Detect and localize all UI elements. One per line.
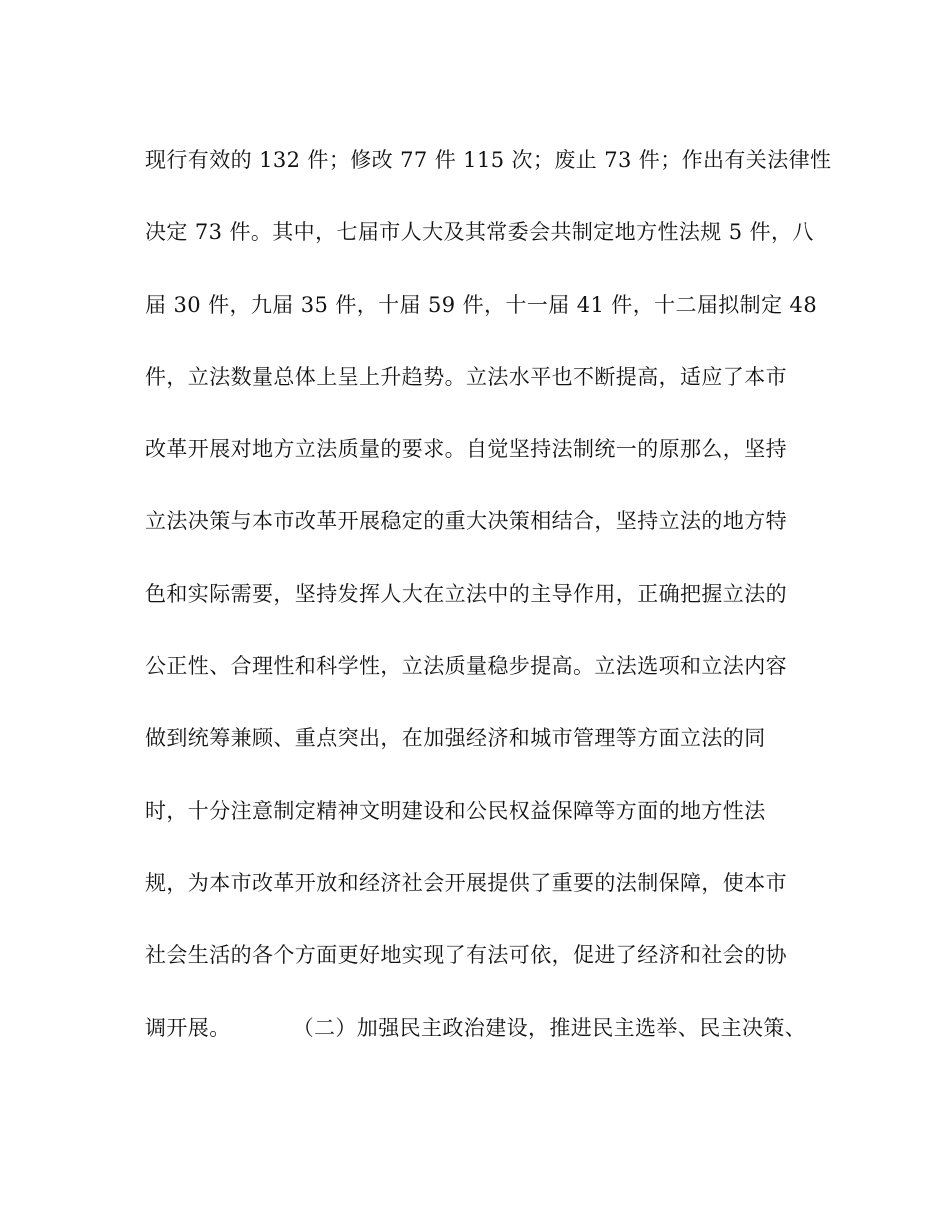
text-line: 改革开展对地方立法质量的要求。自觉坚持法制统一的原那么，坚持 <box>145 437 787 462</box>
text-line: 件，立法数量总体上呈上升趋势。立法水平也不断提高，适应了本市 <box>145 364 787 389</box>
text-line: 届 30 件，九届 35 件，十届 59 件，十一届 41 件，十二届拟制定 48 <box>145 292 818 317</box>
text-line: 社会生活的各个方面更好地实现了有法可依，促进了经济和社会的协 <box>145 943 787 968</box>
text-line: 决定 73 件。其中，七届市人大及其常委会共制定地方性法规 5 件，八 <box>145 220 814 245</box>
section-heading: （二）加强民主政治建设，推进民主选举、民主决策、 <box>292 1015 807 1040</box>
text-line: 公正性、合理性和科学性，立法质量稳步提高。立法选项和立法内容 <box>145 654 787 679</box>
text-line: 现行有效的 132 件；修改 77 件 115 次；废止 73 件；作出有关法律性 <box>145 148 832 172</box>
text-line: 做到统筹兼顾、重点突出，在加强经济和城市管理等方面立法的同 <box>145 726 766 751</box>
paragraph-end: 调开展。 <box>145 1015 231 1040</box>
text-line: 色和实际需要，坚持发挥人大在立法中的主导作用，正确把握立法的 <box>145 581 787 606</box>
body-text <box>145 138 832 1078</box>
text-line-last <box>145 1006 825 1078</box>
text-line: 规，为本市改革开放和经济社会开展提供了重要的法制保障，使本市 <box>145 870 787 895</box>
text-line: 时，十分注意制定精神文明建设和公民权益保障等方面的地方性法 <box>145 798 766 823</box>
text-line: 立法决策与本市改革开展稳定的重大决策相结合，坚持立法的地方特 <box>145 509 787 534</box>
